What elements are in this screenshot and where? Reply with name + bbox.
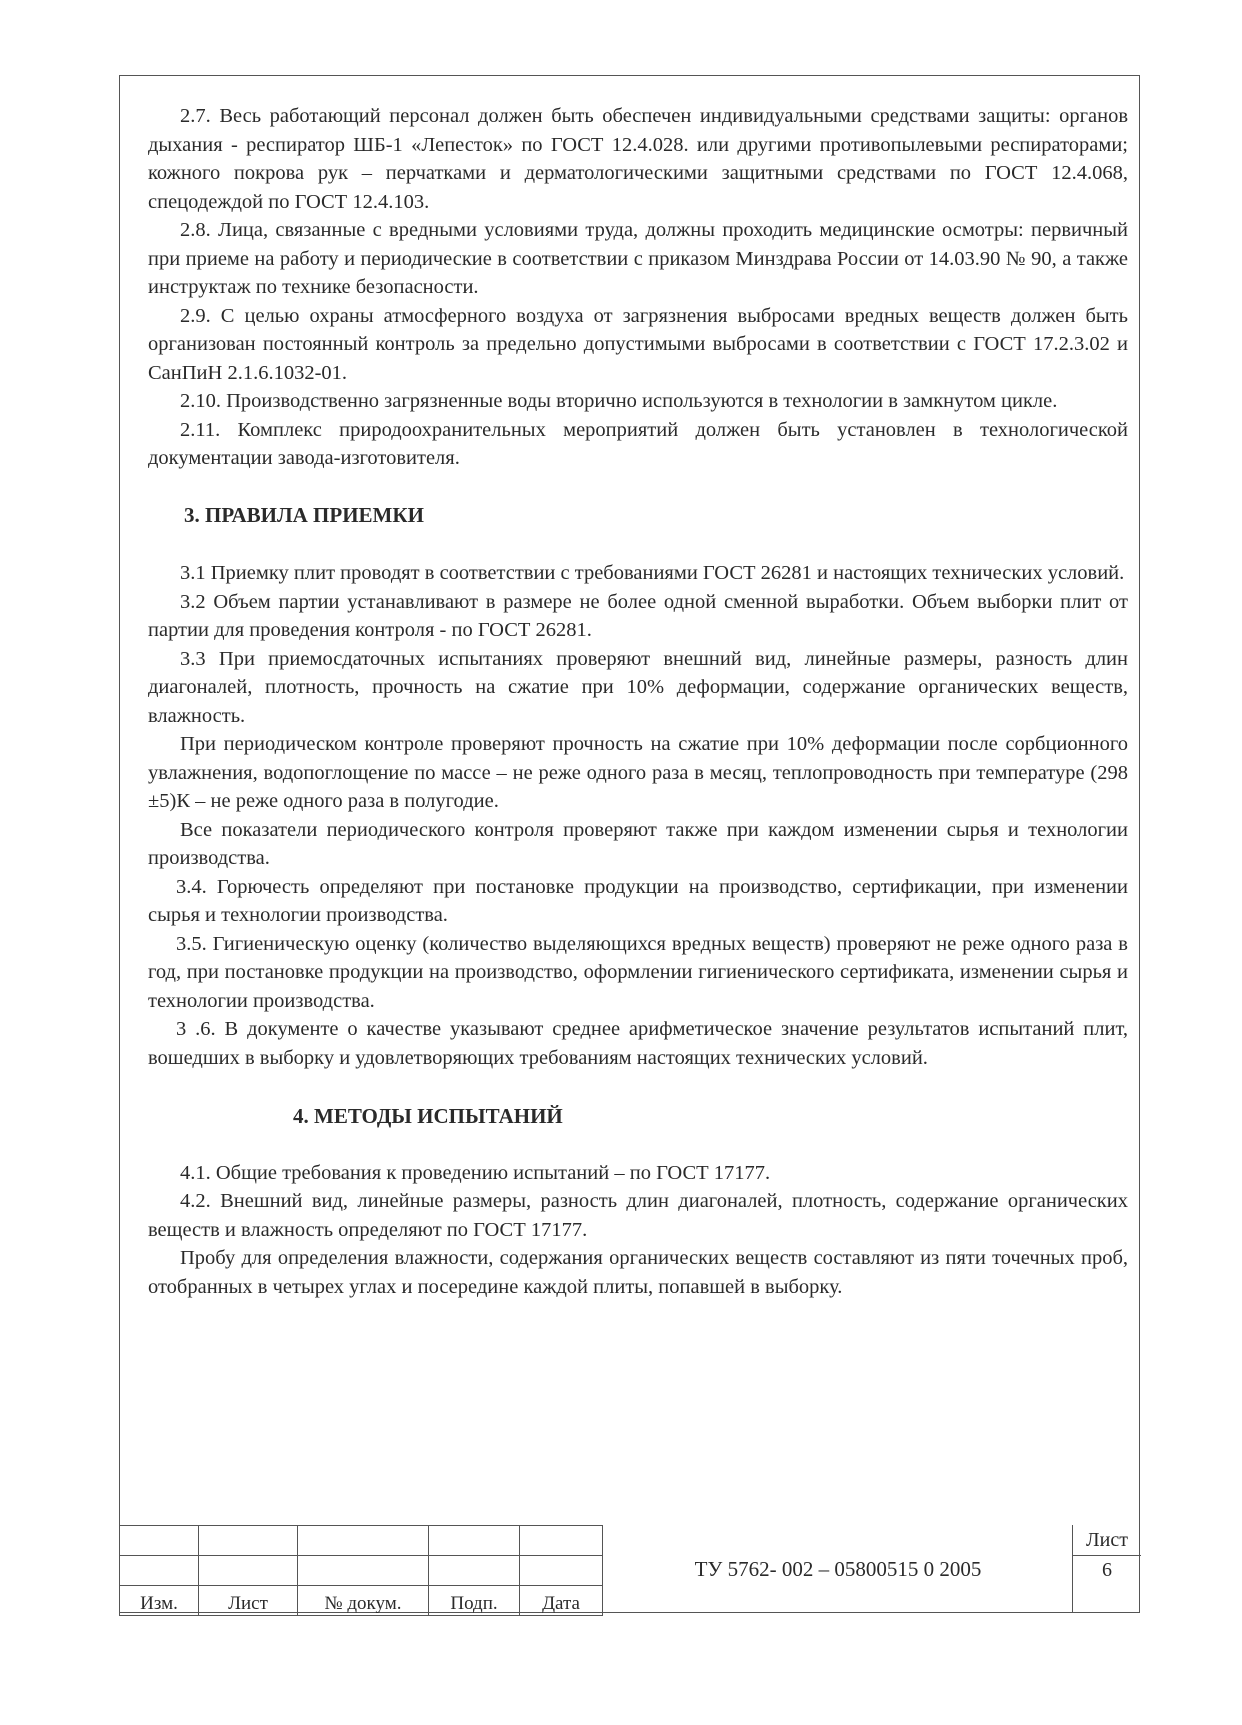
paragraph-3-5: 3.5. Гигиеническую оценку (количество выделяющихся вредных веществ) проверяют не реже одного раза в год, при постановке продукции на производство, оформлении гигиенического сертификата, изменении сырья и технологии производства. xyxy=(148,932,1128,1012)
document-body xyxy=(148,102,1128,1301)
paragraph-2-8: 2.8. Лица, связанные с вредными условиями труда, должны проходить медицинские осмотры: первичный при приеме на работу и периодические в соответствии с приказом Минздрава России от 14.03.90 № 90, а также инструктаж по технике безопасности. xyxy=(148,219,1128,298)
paragraph-4-1: 4.1. Общие требования к проведению испытаний – по ГОСТ 17177. xyxy=(180,1161,771,1184)
label-sheet: Лист xyxy=(199,1586,298,1616)
paragraph-2-10: 2.10. Производственно загрязненные воды вторично используются в технологии в замкнутом цикле. xyxy=(180,390,1058,412)
paragraph-3-3: 3.3 При приемосдаточных испытаниях проверяют внешний вид, линейные размеры, разность длин диагоналей, плотность, прочность на сжатие при 10% деформации, содержание органических веществ, влажность. xyxy=(148,647,1128,727)
revision-row xyxy=(120,1556,603,1586)
revision-table xyxy=(119,1525,603,1616)
label-doc-number: № докум. xyxy=(298,1586,429,1616)
section-4-title: 4. МЕТОДЫ ИСПЫТАНИЙ xyxy=(293,1104,563,1128)
paragraph-2-11: 2.11. Комплекс природоохранительных мероприятий должен быть установлен в технологической документации завода-изготовителя. xyxy=(148,418,1128,469)
paragraph-3-3-all-indicators: Все показатели периодического контроля проверяют также при каждом изменении сырья и технологии производства. xyxy=(148,818,1128,869)
paragraph-2-7: 2.7. Весь работающий персонал должен быть обеспечен индивидуальными средствами защиты: органов дыхания - респиратор ШБ-1 «Лепесток» по ГОСТ 12.4.028. или другими противопылевыми респираторами; кожного покрова рук – перчатками и дерматологическими защитными средствами по ГОСТ 12.4.068, спецодеждой по ГОСТ 12.4.103. xyxy=(148,105,1128,213)
document-code: ТУ 5762- 002 – 05800515 0 2005 xyxy=(602,1525,1073,1613)
title-block xyxy=(119,1525,1140,1613)
label-change: Изм. xyxy=(120,1586,199,1616)
label-signature: Подп. xyxy=(429,1586,520,1616)
paragraph-4-sample: Пробу для определения влажности, содержания органических веществ составляют из пяти точечных проб, отобранных в четырех углах и посередине каждой плиты, попавшей в выборку. xyxy=(148,1247,1128,1298)
paragraph-3-6: 3 .6. В документе о качестве указывают среднее арифметическое значение результатов испытаний плит, вошедших в выборку и удовлетворяющих требованиям настоящих технических условий. xyxy=(148,1018,1128,1069)
sheet-box xyxy=(1072,1525,1141,1613)
paragraph-3-3-periodic: При периодическом контроле проверяют прочность на сжатие при 10% деформации после сорбционного увлажнения, водопоглощение по массе – не реже одного раза в месяц, теплопроводность при температуре (298 ±5)К – не реже одного раза в полугодие. xyxy=(148,733,1128,812)
paragraph-3-4: 3.4. Горючесть определяют при постановке продукции на производство, сертификации, при изменении сырья и технологии производства. xyxy=(148,875,1128,926)
paragraph-3-1: 3.1 Приемку плит проводят в соответствии с требованиями ГОСТ 26281 и настоящих технических условий. xyxy=(180,562,1125,584)
sheet-label: Лист xyxy=(1073,1525,1141,1556)
label-date: Дата xyxy=(520,1586,603,1616)
paragraph-4-2: 4.2. Внешний вид, линейные размеры, разность длин диагоналей, плотность, содержание органических веществ и влажность определяют по ГОСТ 17177. xyxy=(148,1190,1128,1241)
revision-header-row xyxy=(120,1586,603,1616)
paragraph-2-9: 2.9. С целью охраны атмосферного воздуха от загрязнения выбросами вредных веществ должен быть организован постоянный контроль за предельно допустимыми выбросами в соответствии с ГОСТ 17.2.3.02 и СанПиН 2.1.6.1032-01. xyxy=(148,304,1128,384)
paragraph-3-2: 3.2 Объем партии устанавливают в размере не более одной сменной выработки. Объем выборки плит от партии для проведения контроля - по ГОСТ 26281. xyxy=(148,590,1128,641)
section-3-title: 3. ПРАВИЛА ПРИЕМКИ xyxy=(184,502,424,527)
sheet-number: 6 xyxy=(1102,1559,1112,1581)
revision-row xyxy=(120,1526,603,1556)
